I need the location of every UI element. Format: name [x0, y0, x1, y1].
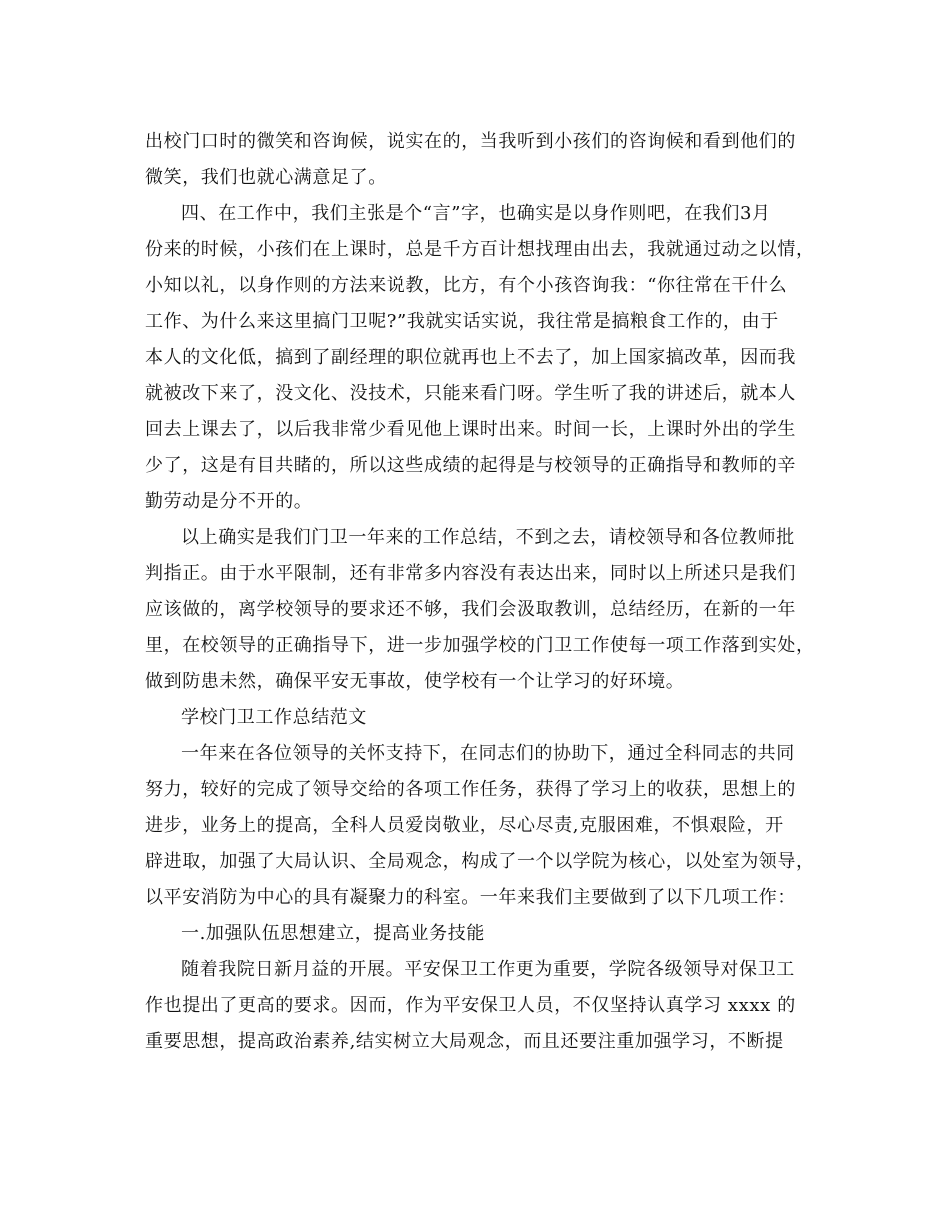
text-line-24: 随着我院日新月益的开展。平安保卫工作更为重要，学院各级领导对保卫工	[181, 959, 795, 980]
text-line-1: 出校门口时的微笑和咨询候，说实在的，当我听到小孩们的咨询候和看到他们的	[145, 131, 796, 152]
subsection-heading: 一.加强队伍思想建立，提高业务技能	[181, 923, 485, 944]
text-line-8: 就被改下来了，没文化、没技术，只能来看门呀。学生听了我的讲述后，就本人	[145, 383, 796, 404]
text-line-2: 微笑，我们也就心满意足了。	[145, 167, 387, 188]
text-line-14: 应该做的，离学校领导的要求还不够，我们会汲取教训，总结经历，在新的一年	[145, 599, 796, 620]
text-line-15: 里，在校领导的正确指导下，进一步加强学校的门卫工作使每一项工作落到实处，	[145, 635, 815, 656]
text-line-18: 一年来在各位领导的关怀支持下，在同志们的协助下，通过全科同志的共同	[181, 743, 795, 764]
text-line-20: 进步，业务上的提高，全科人员爱岗敬业，尽心尽责,克服困难，不惧艰险，开	[145, 815, 784, 836]
text-line-16: 做到防患未然，确保平安无事故，使学校有一个让学习的好环境。	[145, 671, 685, 692]
text-line-19: 努力，较好的完成了领导交给的各项工作任务，获得了学习上的收获，思想上的	[145, 779, 796, 800]
text-line-26: 重要思想，提高政治素养,结实树立大局观念，而且还要注重加强学习，不断提	[145, 1031, 784, 1052]
text-line-3: 四、在工作中，我们主张是个“言”字，也确实是以身作则吧，在我们3月	[181, 203, 771, 224]
text-line-13: 判指正。由于水平限制，还有非常多内容没有表达出来，同时以上所述只是我们	[145, 563, 796, 584]
text-line-9: 回去上课去了，以后我非常少看见他上课时出来。时间一长，上课时外出的学生	[145, 419, 796, 440]
text-line-25: 作也提出了更高的要求。因而，作为平安保卫人员，不仅坚持认真学习 xxxx 的	[145, 995, 796, 1016]
text-line-6: 工作、为什么来这里搞门卫呢?”我就实话实说，我往常是搞粮食工作的，由于	[145, 311, 779, 332]
text-line-22: 以平安消防为中心的具有凝聚力的科室。一年来我们主要做到了以下几项工作：	[145, 887, 796, 908]
text-line-12: 以上确实是我们门卫一年来的工作总结，不到之去，请校领导和各位教师批	[181, 527, 795, 548]
text-line-10: 少了，这是有目共睹的，所以这些成绩的起得是与校领导的正确指导和教师的辛	[145, 455, 796, 476]
text-line-11: 勤劳动是分不开的。	[145, 491, 313, 512]
section-title: 学校门卫工作总结范文	[181, 707, 367, 728]
text-line-5: 小知以礼，以身作则的方法来说教，比方，有个小孩咨询我：“你往常在干什么	[145, 275, 788, 296]
text-line-4: 份来的时候，小孩们在上课时，总是千方百计想找理由出去，我就通过动之以情，	[145, 239, 815, 260]
text-line-21: 辟进取，加强了大局认识、全局观念，构成了一个以学院为核心，以处室为领导，	[145, 851, 815, 872]
text-line-7: 本人的文化低，搞到了副经理的职位就再也上不去了，加上国家搞改革，因而我	[145, 347, 796, 368]
